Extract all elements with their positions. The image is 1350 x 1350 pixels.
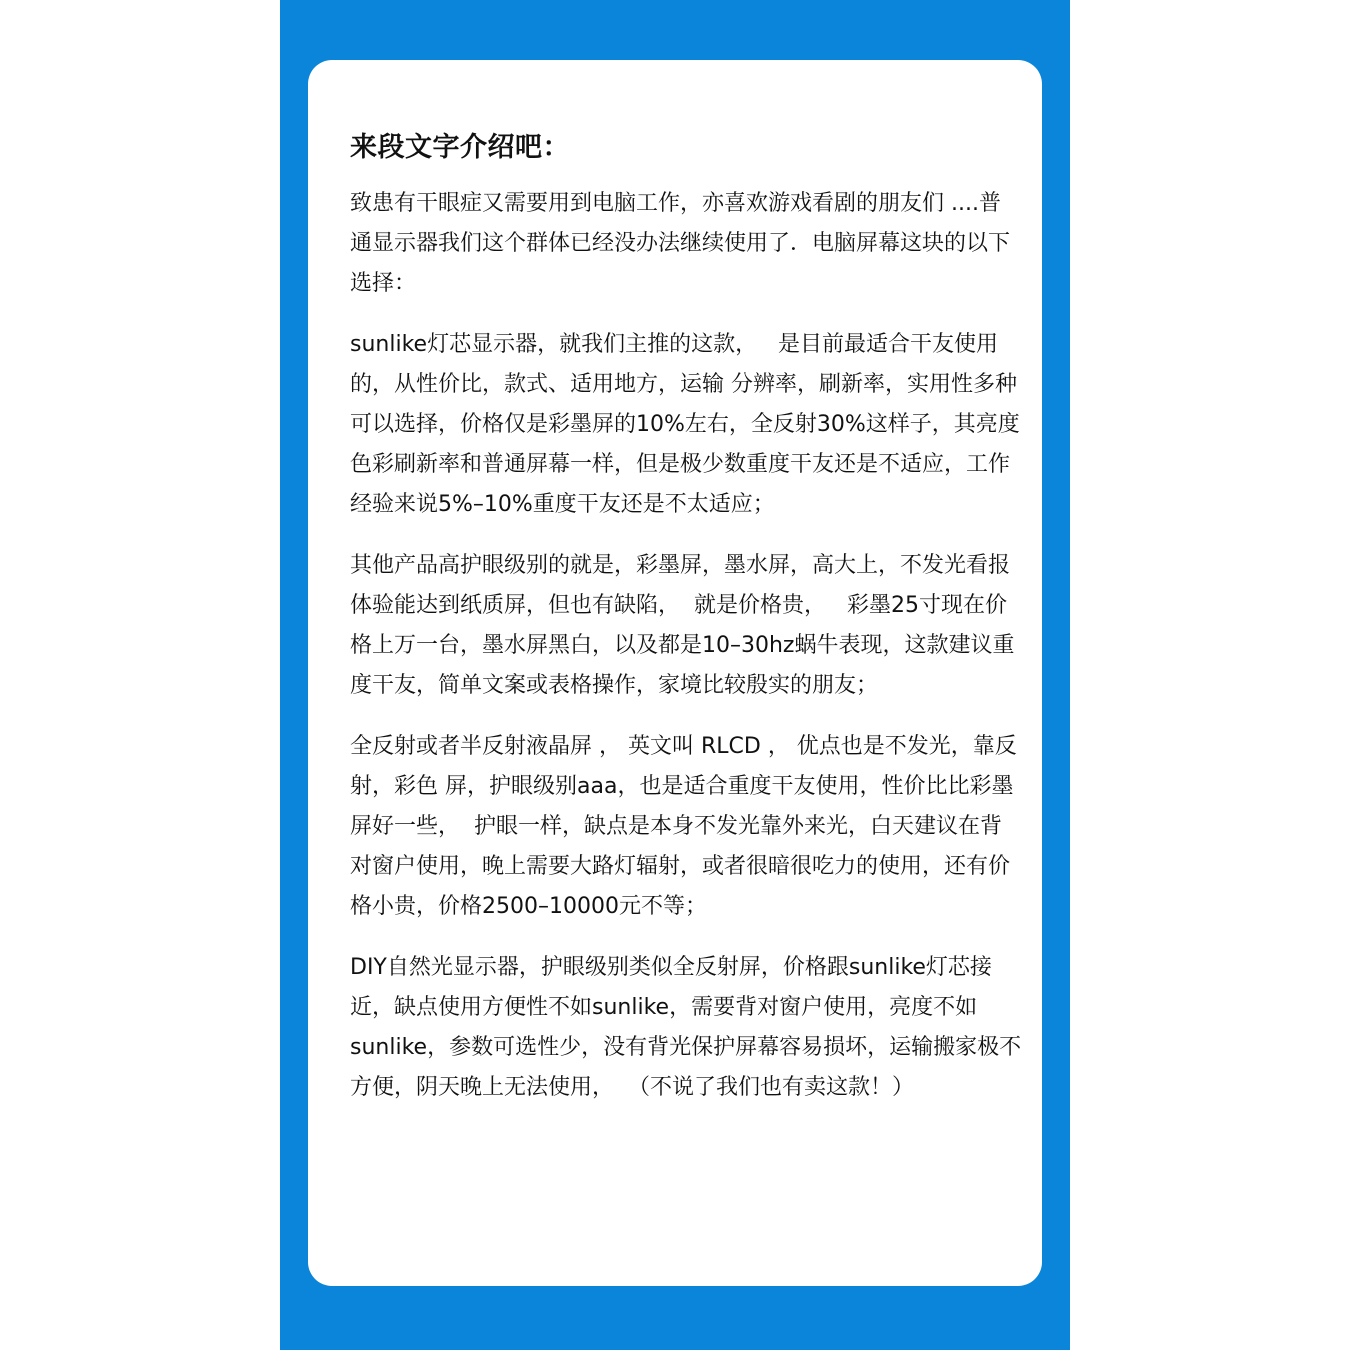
card-title: 来段文字介绍吧： <box>350 132 570 163</box>
paragraph-sunlike: sunlike灯芯显示器，就我们主推的这款， 是目前最适合干友使用的，从性价比，款式、适用地方，运输 分辨率，刷新率，实用性多种可以选择，价格仅是彩墨屏的10%左右，全反射30%这样子，其亮度色彩刷新率和普通屏幕一样，但是极少数重度干友还是不适应，工作经验来说5%–10%重度干友还是不太适应； <box>350 332 1020 517</box>
card-content <box>350 126 1022 1129</box>
text-card <box>308 60 1042 1286</box>
paragraph-intro: 致患有干眼症又需要用到电脑工作，亦喜欢游戏看剧的朋友们 ....普通显示器我们这个群体已经没办法继续使用了．电脑屏幕这块的以下选择： <box>350 191 1011 296</box>
paragraph-rlcd: 全反射或者半反射液晶屏 ， 英文叫 RLCD ， 优点也是不发光，靠反射，彩色 屏，护眼级别aaa，也是适合重度干友使用，性价比比彩墨屏好一些， 护眼一样，缺点是本身不发光靠外来光，白天建议在背对窗户使用，晚上需要大路灯辐射，或者很暗很吃力的使用，还有价格小贵，价格2500–10000元不等； <box>350 734 1017 919</box>
paragraph-diy: DIY自然光显示器，护眼级别类似全反射屏，价格跟sunlike灯芯接近，缺点使用方便性不如sunlike，需要背对窗户使用，亮度不如sunlike，参数可选性少，没有背光保护屏幕容易损坏，运输搬家极不方便，阴天晚上无法使用， （不说了我们也有卖这款！） <box>350 955 1022 1100</box>
paragraph-eink: 其他产品高护眼级别的就是，彩墨屏，墨水屏，高大上，不发光看报体验能达到纸质屏，但也有缺陷， 就是价格贵， 彩墨25寸现在价格上万一台，墨水屏黑白，以及都是10–30hz蜗牛表现，这款建议重度干友，简单文案或表格操作，家境比较殷实的朋友； <box>350 553 1015 698</box>
blue-background-panel <box>280 0 1070 1350</box>
